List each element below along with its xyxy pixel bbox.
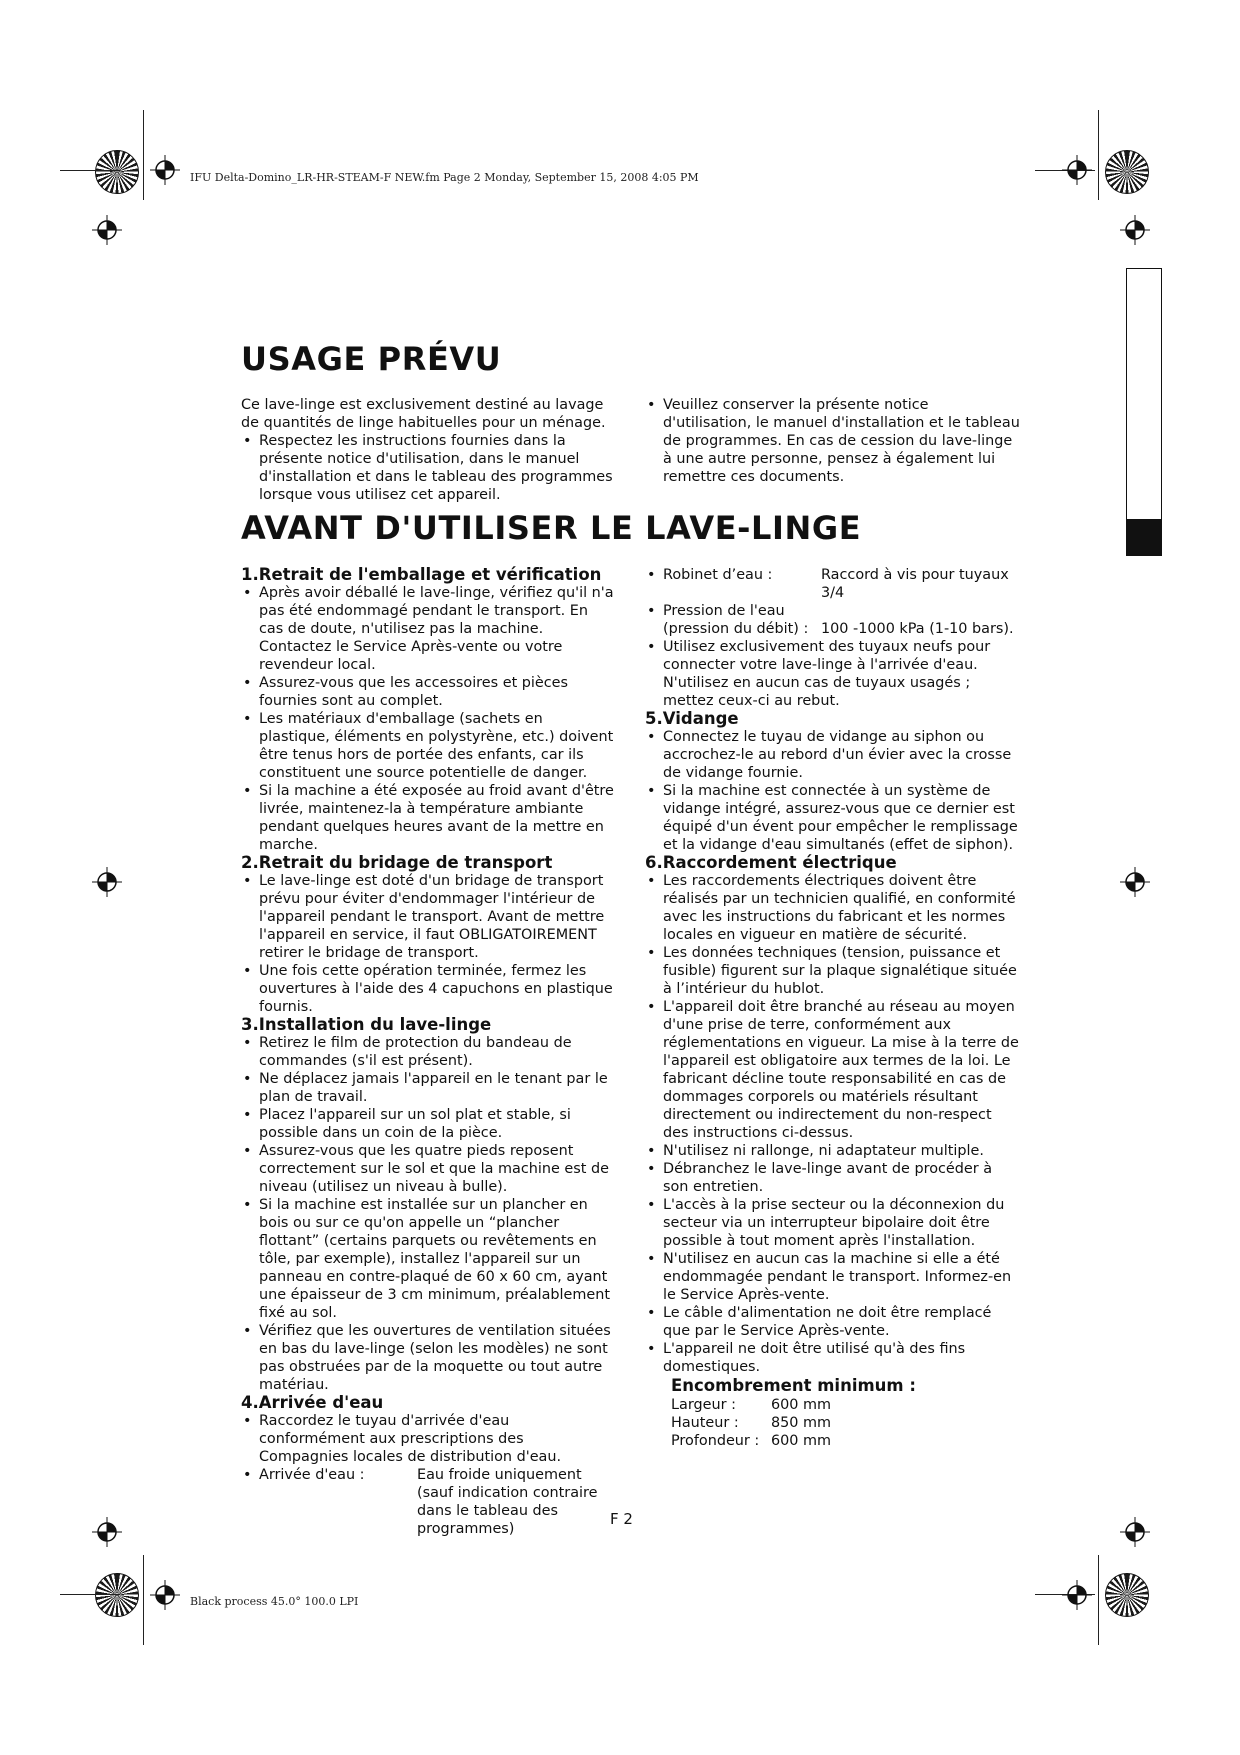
list-item: • Assurez-vous que les accessoires et pièces fournies sont au complet. [241,674,616,710]
s5-bullets [645,728,1020,854]
crop-mark [60,170,120,171]
list-item: • Si la machine a été exposée au froid avant d'être livrée, maintenez-la à température ambiante pendant quelques heures avant de la mettre en marche. [241,782,616,854]
crosshair-icon [1062,1580,1092,1610]
spec-arrivee [241,1466,616,1538]
list-item: • Les matériaux d'emballage (sachets en plastique, éléments en polystyrène, etc.) doivent être tenus hors de portée des enfants, car ils constituent une source potentielle de danger. [241,710,616,782]
list-item: • Raccordez le tuyau d'arrivée d'eau conformément aux prescriptions des Compagnies locales de distribution d'eau. [241,1412,616,1466]
section-title-usage: USAGE PRÉVU [241,340,502,378]
list-item: • Retirez le film de protection du bandeau de commandes (s'il est présent). [241,1034,616,1070]
side-tab-marker [1126,268,1162,556]
subsection-heading-1: 1.Retrait de l'emballage et vérification [241,565,602,584]
list-item: • Le lave-linge est doté d'un bridage de transport prévu pour éviter d'endommager l'intérieur de l'appareil pendant le transport. Avant de mettre l'appareil en service, il faut OBLIGATOIREMENT retirer le bridage de transport. [241,872,616,962]
spec-label: • Arrivée d'eau : [259,1467,365,1483]
print-slug-top: IFU Delta-Domino_LR-HR-STEAM-F NEW.fm Page 2 Monday, September 15, 2008 4:05 PM [190,171,699,184]
list-item: • L'appareil ne doit être utilisé qu'à des fins domestiques. [645,1340,1020,1376]
list-item: • Si la machine est installée sur un plancher en bois ou sur ce qu'on appelle un “plancher flottant” (certains parquets ou revêtements en tôle, par exemple), installez l'appareil sur un panneau en contre-plaqué de 60 x 60 cm, ayant une épaisseur de 3 cm minimum, préalablement fixé au sol. [241,1196,616,1322]
crosshair-icon [150,155,180,185]
crosshair-icon [1062,155,1092,185]
s3-bullets [241,1034,616,1394]
spec-label: • Pression de l'eau [663,603,785,619]
list-item: • Connectez le tuyau de vidange au siphon ou accrochez-le au rebord d'un évier avec la crosse de vidange fournie. [645,728,1020,782]
crop-mark [143,1555,144,1645]
crop-mark [143,110,144,200]
list-item: • Les données techniques (tension, puissance et fusible) figurent sur la plaque signalétique située à l’intérieur du hublot. [645,944,1020,998]
crosshair-icon [1120,215,1150,245]
usage-column-left [241,396,616,504]
list-item: • Utilisez exclusivement des tuyaux neufs pour connecter votre lave-linge à l'arrivée d'eau. N'utilisez en aucun cas de tuyaux usagés ; mettez ceux-ci au rebut. [645,638,1020,710]
crosshair-icon [92,1517,122,1547]
usage-bullets-right [645,396,1020,486]
dimension-value: 600 mm [771,1433,832,1449]
dimension-row [671,1432,1020,1450]
usage-bullets-left [241,432,616,504]
side-tab-fill [1127,519,1161,555]
usage-column-right [645,396,1020,486]
list-item: • L'appareil doit être branché au réseau au moyen d'une prise de terre, conformément aux réglementations en vigueur. La mise à la terre de l'appareil est obligatoire aux termes de la loi. Le fabricant décline toute responsabilité en cas de dommages corporels ou matériels résultant directement ou indirectement du non-respect des instructions ci-dessus. [645,998,1020,1142]
registration-target-icon [1105,150,1149,194]
dimension-row [671,1396,1020,1414]
registration-target-icon [1105,1573,1149,1617]
crop-mark [1098,110,1099,200]
s4-bullets [241,1412,616,1538]
usage-intro: Ce lave-linge est exclusivement destiné au lavage de quantités de linge habituelles pour un ménage. [241,397,606,431]
dimension-row [671,1414,1020,1432]
list-item: • N'utilisez en aucun cas la machine si elle a été endommagée pendant le transport. Informez-en le Service Après-vente. [645,1250,1020,1304]
spec-pression-row [645,620,1020,638]
avant-column-right [645,566,1020,1450]
encombrement-heading: Encombrement minimum : [671,1376,916,1395]
crop-mark [60,1594,120,1595]
dimension-label: Hauteur : [671,1415,739,1431]
dimension-value: 850 mm [771,1415,832,1431]
s6-bullets [645,872,1020,1376]
crosshair-icon [150,1580,180,1610]
s1-bullets [241,584,616,854]
registration-target-icon [95,1573,139,1617]
list-item: • Débranchez le lave-linge avant de procéder à son entretien. [645,1160,1020,1196]
s4-specs [645,566,1020,620]
list-item: • Le câble d'alimentation ne doit être remplacé que par le Service Après-vente. [645,1304,1020,1340]
list-item: • Une fois cette opération terminée, fermez les ouvertures à l'aide des 4 capuchons en plastique fournis. [241,962,616,1016]
registration-target-icon [95,150,139,194]
list-item: • Ne déplacez jamais l'appareil en le tenant par le plan de travail. [241,1070,616,1106]
spec-label: • Robinet d’eau : [663,567,773,583]
subsection-heading-4: 4.Arrivée d'eau [241,1393,384,1412]
subsection-heading-2: 2.Retrait du bridage de transport [241,853,553,872]
avant-column-left [241,566,616,1538]
dimension-label: Largeur : [671,1397,736,1413]
dimension-label: Profondeur : [671,1433,760,1449]
encombrement-block [671,1376,1020,1450]
spec-value: Eau froide uniquement (sauf indication contraire dans le tableau des programmes) [417,1467,598,1537]
list-item: • Vérifiez que les ouvertures de ventilation situées en bas du lave-linge (selon les modèles) ne sont pas obstruées par de la moquette ou tout autre matériau. [241,1322,616,1394]
crosshair-icon [1120,867,1150,897]
spec-value: Raccord à vis pour tuyaux 3/4 [821,567,1009,601]
list-item: • Assurez-vous que les quatre pieds reposent correctement sur le sol et que la machine est de niveau (utilisez un niveau à bulle). [241,1142,616,1196]
spec-sublabel: (pression du débit) : [663,621,809,637]
page-number: F 2 [610,1510,633,1528]
print-slug-bottom: Black process 45.0° 100.0 LPI [190,1595,359,1608]
crop-mark [1098,1555,1099,1645]
list-item: • Placez l'appareil sur un sol plat et stable, si possible dans un coin de la pièce. [241,1106,616,1142]
section-title-avant: AVANT D'UTILISER LE LAVE-LINGE [241,509,862,547]
spec-value: 100 -1000 kPa (1-10 bars). [821,621,1014,637]
list-item: • Les raccordements électriques doivent être réalisés par un technicien qualifié, en conformité avec les instructions du fabricant et les normes locales en vigueur en matière de sécurité. [645,872,1020,944]
subsection-heading-6: 6.Raccordement électrique [645,853,897,872]
list-item: • L'accès à la prise secteur ou la déconnexion du secteur via un interrupteur bipolaire doit être possible à tout moment après l'installation. [645,1196,1020,1250]
spec-pression [645,602,1020,620]
list-item: • Si la machine est connectée à un système de vidange intégré, assurez-vous que ce dernier est équipé d'un évent pour empêcher le remplissage et la vidange d'eau simultanés (effet de siphon). [645,782,1020,854]
dimension-value: 600 mm [771,1397,832,1413]
list-item: • Après avoir déballé le lave-linge, vérifiez qu'il n'a pas été endommagé pendant le transport. En cas de doute, n'utilisez pas la machine. Contactez le Service Après-vente ou votre revendeur local. [241,584,616,674]
crosshair-icon [1120,1517,1150,1547]
s4-bullets-after [645,638,1020,710]
spec-robinet [645,566,1020,602]
subsection-heading-5: 5.Vidange [645,709,739,728]
crosshair-icon [92,215,122,245]
list-item: • N'utilisez ni rallonge, ni adaptateur multiple. [645,1142,1020,1160]
subsection-heading-3: 3.Installation du lave-linge [241,1015,492,1034]
list-item: • Respectez les instructions fournies dans la présente notice d'utilisation, dans le manuel d'installation et dans le tableau des programmes lorsque vous utilisez cet appareil. [241,432,616,504]
list-item: • Veuillez conserver la présente notice d'utilisation, le manuel d'installation et le tableau de programmes. En cas de cession du lave-linge à une autre personne, pensez à également lui remettre ces documents. [645,396,1020,486]
crosshair-icon [92,867,122,897]
s2-bullets [241,872,616,1016]
